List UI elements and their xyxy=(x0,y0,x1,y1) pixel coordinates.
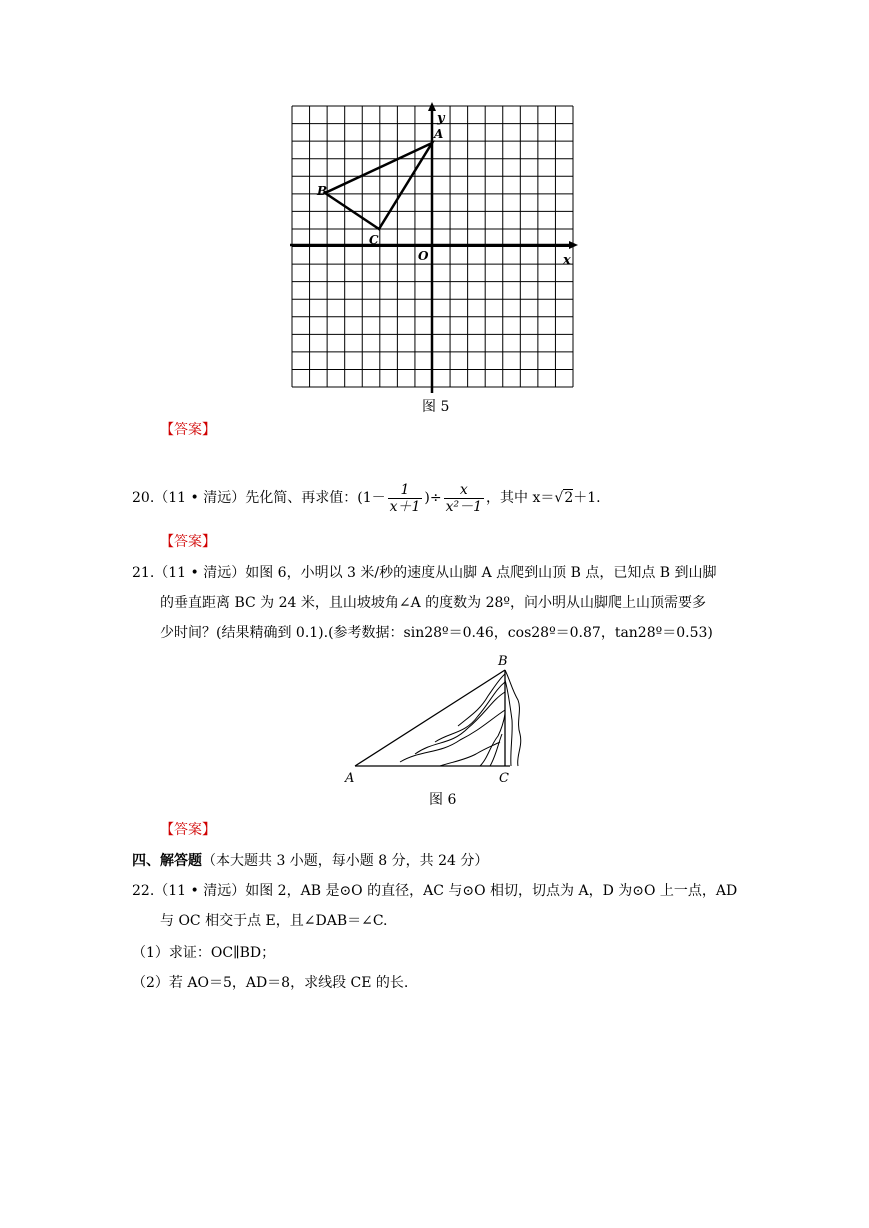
answer-label-20: 【答案】 xyxy=(160,534,216,550)
question-20 xyxy=(132,478,601,518)
q21-line-3: 少时间？(结果精确到 0.1).(参考数据：sin28º＝0.46，cos28º＝0.87，tan28º＝0.53) xyxy=(160,625,713,641)
triangle-abc xyxy=(325,143,432,229)
label-a-fig6: A xyxy=(345,771,355,786)
label-b: B xyxy=(317,184,328,198)
q20-prefix: 20.（11 • 清远）先化简、再求值：(1－ xyxy=(132,490,386,506)
label-a: A xyxy=(434,127,444,141)
q20-suffix-a: ，其中 x＝√ xyxy=(486,490,564,506)
q20-sqrt-arg: 2 xyxy=(564,490,574,506)
section-4-heading xyxy=(132,850,488,870)
q20-fraction-1 xyxy=(388,482,423,515)
figure-5-grid xyxy=(285,98,585,398)
figure-6-slope xyxy=(340,650,540,790)
answer-label-19: 【答案】 xyxy=(160,422,216,438)
q22-line-1: 22.（11 • 清远）如图 2，AB 是⊙O 的直径，AC 与⊙O 相切，切点为 A，D 为⊙O 上一点，AD xyxy=(132,883,738,899)
q21-line-2: 的垂直距离 BC 为 24 米，且山坡坡角∠A 的度数为 28º，问小明从山脚爬上山顶需要多 xyxy=(160,595,707,611)
label-y: y xyxy=(437,111,445,126)
label-c-fig6: C xyxy=(499,771,509,786)
answer-label-21: 【答案】 xyxy=(160,822,216,838)
q20-frac1-num: 1 xyxy=(388,482,423,499)
q20-frac2-num: x xyxy=(444,482,484,499)
label-b-fig6: B xyxy=(498,654,508,669)
section-4-title: 四、解答题 xyxy=(132,853,202,869)
q21-line-1: 21.（11 • 清远）如图 6，小明以 3 米/秒的速度从山脚 A 点爬到山顶 B 点，已知点 B 到山脚 xyxy=(132,565,717,581)
q22-part-2: （2）若 AO＝5，AD＝8，求线段 CE 的长. xyxy=(132,975,409,991)
label-c: C xyxy=(369,233,379,247)
q20-frac1-den: x＋1 xyxy=(389,498,421,515)
q22-line-2: 与 OC 相交于点 E，且∠DAB＝∠C. xyxy=(160,913,388,929)
section-4-desc: （本大题共 3 小题，每小题 8 分，共 24 分） xyxy=(202,853,489,869)
q20-suffix-b: ＋1. xyxy=(573,490,601,506)
mountain-contours xyxy=(400,670,521,766)
figure-6-caption: 图 6 xyxy=(429,792,457,808)
q20-frac2-den: x²－1 xyxy=(445,498,483,515)
q20-fraction-2 xyxy=(444,482,484,515)
q22-part-1: （1）求证：OC∥BD； xyxy=(132,945,276,961)
label-x: x xyxy=(563,253,571,268)
label-o: O xyxy=(418,249,429,263)
figure-5-caption: 图 5 xyxy=(422,399,450,415)
q20-mid: )÷ xyxy=(424,490,442,506)
